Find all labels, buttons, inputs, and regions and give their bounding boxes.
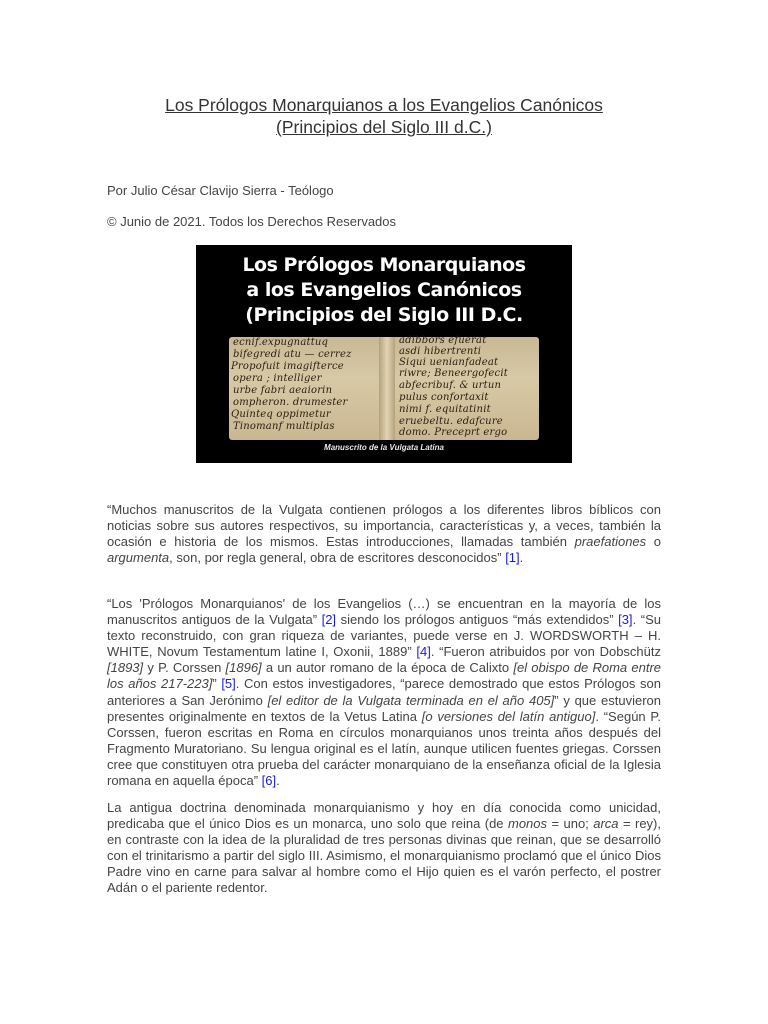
manuscript-text: domo. Preceprt ergo [399, 427, 508, 438]
paragraph-text: siendo los prólogos antiguos “más extendidos” [336, 612, 619, 628]
footnote-link[interactable]: [5] [221, 676, 236, 692]
manuscript-text: Siqui uenianfadeat [399, 357, 499, 368]
banner-title-line-1: Los Prólogos Monarquianos [242, 254, 526, 276]
paragraph-text: . [276, 773, 280, 789]
manuscript-text: ecnif.expugnattuq [233, 337, 329, 348]
paragraph-3 [107, 800, 661, 897]
paragraph-text: , son, por regla general, obra de escritores desconocidos” [169, 550, 506, 566]
paragraph-text: . “Fueron atribuidos por von Dobschütz [430, 644, 661, 660]
title-line-1: Los Prólogos Monarquianos a los Evangelios Canónicos [165, 95, 603, 115]
paragraph-text: . “Su texto reconstruido, con gran riqueza de variantes, puede verse en J. WORDSWORTH – H. WHITE, Novum Testamentum latine I, Oxonii, 1889” [107, 612, 661, 660]
document-title [107, 94, 661, 138]
copyright-notice: © Junio de 2021. Todos los Derechos Reservados [107, 214, 397, 229]
banner-caption: Manuscrito de la Vulgata Latina [324, 443, 444, 452]
italic-note: [1893] [107, 660, 144, 676]
paragraph-text: “Muchos manuscritos de la Vulgata contienen prólogos a los diferentes libros bíblicos con noticias sobre sus autores respectivos, su importancia, características y, a veces, también la ocasión e historia de los mismos. Estas introducciones, llamadas también [107, 502, 661, 550]
manuscript-text: urbe fabri aeaiorin [233, 385, 333, 396]
manuscript-text: Tinomanf multiplas [233, 421, 335, 432]
paragraph-text: = rey), en contraste con la idea de la pluralidad de tres personas divinas que reinan, que se desarrolló con el trinitarismo a partir del siglo III. Asimismo, el monarquianismo proclamó que el único Dios Padre vino en carne para salvar al hombre como el Hijo quien es el varón perfecto, el postrer Adán o el pariente redentor. [107, 816, 661, 896]
manuscript-image [229, 337, 539, 440]
italic-term: praefationes [574, 534, 647, 550]
paragraph-text: a un autor romano de la época de Calixto [261, 660, 514, 676]
manuscript-text: eruebeltu. edafcure [399, 416, 503, 427]
banner-title-line-2: a los Evangelios Canónicos [246, 279, 522, 301]
banner-title [196, 253, 572, 328]
manuscript-text: ompheron. drumester [233, 397, 348, 408]
paragraph-1 [107, 502, 661, 566]
footnote-link[interactable]: [3] [618, 612, 633, 628]
italic-note: [o versiones del latín antiguo] [421, 708, 596, 724]
italic-term: arca [593, 816, 619, 832]
manuscript-text: Propofuit imagifterce [231, 361, 344, 372]
manuscript-text: asdi hibertrenti [399, 346, 482, 357]
footnote-link[interactable]: [2] [321, 612, 337, 628]
manuscript-text: pulus confortaxit [399, 392, 489, 403]
manuscript-text: opera ; intelliger [233, 373, 322, 384]
banner-image [196, 245, 572, 463]
paragraph-text: ” y que estuvieron presentes originalmente en textos de la Vetus Latina [107, 692, 661, 724]
manuscript-text: bifegredi atu — cerrez [233, 349, 352, 360]
footnote-link[interactable]: [4] [416, 644, 431, 660]
manuscript-gutter [379, 337, 395, 440]
author-byline: Por Julio César Clavijo Sierra - Teólogo [107, 183, 334, 198]
title-line-2: (Principios del Siglo III d.C.) [276, 117, 492, 137]
manuscript-text: nimi f. equitatinit [399, 404, 491, 415]
manuscript-text: Quinteq oppimetur [231, 409, 331, 420]
footnote-link[interactable]: [1] [505, 550, 520, 566]
italic-note: [el editor de la Vulgata terminada en el año 405] [267, 692, 555, 708]
paragraph-text: . “Según P. Corssen, fueron escritas en Roma en círculos monarquianos unos treinta años después del Fragmento Muratoriano. Su lengua original es el latín, aunque utilicen fuentes griegas. Corssen cree que constituyen otra prueba del carácter monarquiano de la enseñanza oficial de la Iglesia romana en aquella época” [107, 708, 661, 789]
paragraph-text: y P. Corssen [143, 660, 226, 676]
italic-term: argumenta [107, 550, 170, 566]
manuscript-text: abfecribuf. & urtun [399, 380, 502, 391]
paragraph-2 [107, 596, 661, 789]
paragraph-text: La antigua doctrina denominada monarquianismo y hoy en día conocida como unicidad, predicaba que el único Dios es un monarca, uno solo que reina (de [107, 800, 661, 832]
paragraph-text: = uno; [547, 816, 594, 832]
paragraph-text: “Los 'Prólogos Monarquianos' de los Evangelios (…) se encuentran en la mayoría de los manuscritos antiguos de la Vulgata” [107, 596, 661, 628]
paragraph-text: ” [212, 676, 222, 692]
italic-note: [1896] [225, 660, 262, 676]
footnote-link[interactable]: [6] [261, 773, 277, 789]
italic-note: [el obispo de Roma entre los años 217-223] [107, 660, 661, 692]
paragraph-text: o [646, 534, 661, 550]
paragraph-text: . Con estos investigadores, “parece demostrado que estos Prólogos son anteriores a San Jerónimo [107, 676, 661, 708]
manuscript-text: riwre; Beneergofecit [399, 368, 508, 379]
banner-title-line-3: (Principios del Siglo III D.C. [245, 304, 523, 326]
italic-term: monos [507, 816, 548, 832]
paragraph-text: . [519, 550, 524, 566]
manuscript-text: adibbors efuerat [399, 335, 487, 346]
